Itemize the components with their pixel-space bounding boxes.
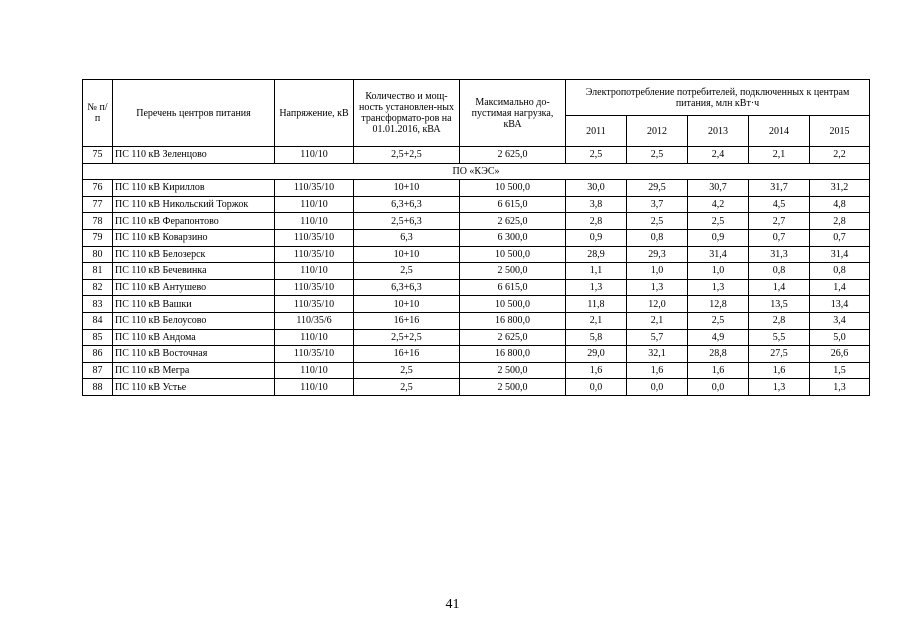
table-row <box>83 263 870 280</box>
table-row <box>83 329 870 346</box>
row-value-2014: 27,5 <box>749 346 810 363</box>
row-value-2013: 1,0 <box>688 263 749 280</box>
row-name: ПС 110 кВ Устье <box>113 379 275 396</box>
row-value-2012: 0,8 <box>627 229 688 246</box>
row-transformers: 10+10 <box>354 296 460 313</box>
row-value-2015: 31,4 <box>810 246 870 263</box>
table-row <box>83 180 870 197</box>
page-number: 41 <box>445 597 460 612</box>
row-transformers: 2,5 <box>354 379 460 396</box>
table-row <box>83 213 870 230</box>
header-max-load: Максимально до-пустимая нагрузка, кВА <box>460 80 566 147</box>
row-name: ПС 110 кВ Андома <box>113 329 275 346</box>
row-number: 76 <box>83 180 113 197</box>
header-year: 2012 <box>627 116 688 147</box>
row-value-2011: 5,8 <box>566 329 627 346</box>
row-transformers: 2,5 <box>354 263 460 280</box>
row-max-load: 10 500,0 <box>460 246 566 263</box>
row-number: 87 <box>83 362 113 379</box>
row-number: 77 <box>83 196 113 213</box>
row-max-load: 16 800,0 <box>460 346 566 363</box>
row-name: ПС 110 кВ Антушево <box>113 279 275 296</box>
row-max-load: 2 500,0 <box>460 263 566 280</box>
row-value-2015: 31,2 <box>810 180 870 197</box>
row-value-2013: 4,2 <box>688 196 749 213</box>
row-value-2011: 1,1 <box>566 263 627 280</box>
row-value-2014: 2,8 <box>749 312 810 329</box>
header-year: 2013 <box>688 116 749 147</box>
row-max-load: 2 625,0 <box>460 329 566 346</box>
row-value-2011: 29,0 <box>566 346 627 363</box>
row-max-load: 16 800,0 <box>460 312 566 329</box>
table-row <box>83 379 870 396</box>
row-value-2013: 12,8 <box>688 296 749 313</box>
row-value-2012: 2,5 <box>627 213 688 230</box>
table-row <box>83 229 870 246</box>
row-number: 84 <box>83 312 113 329</box>
row-voltage: 110/35/10 <box>275 246 354 263</box>
row-number: 85 <box>83 329 113 346</box>
row-voltage: 110/35/6 <box>275 312 354 329</box>
row-voltage: 110/10 <box>275 147 354 164</box>
header-year: 2014 <box>749 116 810 147</box>
table-row <box>83 312 870 329</box>
table-row <box>83 296 870 313</box>
row-name: ПС 110 кВ Никольский Торжок <box>113 196 275 213</box>
row-voltage: 110/35/10 <box>275 229 354 246</box>
row-voltage: 110/35/10 <box>275 296 354 313</box>
row-value-2014: 1,6 <box>749 362 810 379</box>
row-max-load: 10 500,0 <box>460 180 566 197</box>
header-year: 2011 <box>566 116 627 147</box>
row-number: 75 <box>83 147 113 164</box>
row-name: ПС 110 кВ Ферапонтово <box>113 213 275 230</box>
row-value-2013: 4,9 <box>688 329 749 346</box>
row-value-2014: 5,5 <box>749 329 810 346</box>
row-number: 80 <box>83 246 113 263</box>
row-name: ПС 110 кВ Бечевинка <box>113 263 275 280</box>
row-value-2014: 1,3 <box>749 379 810 396</box>
row-name: ПС 110 кВ Зеленцово <box>113 147 275 164</box>
header-name: Перечень центров питания <box>113 80 275 147</box>
row-value-2014: 31,7 <box>749 180 810 197</box>
row-value-2013: 30,7 <box>688 180 749 197</box>
row-value-2015: 5,0 <box>810 329 870 346</box>
row-value-2015: 0,7 <box>810 229 870 246</box>
row-number: 88 <box>83 379 113 396</box>
row-value-2012: 5,7 <box>627 329 688 346</box>
header-consumption: Электропотребление потребителей, подключенных к центрам питания, млн кВт·ч <box>566 80 870 116</box>
row-max-load: 2 625,0 <box>460 213 566 230</box>
header-num: № п/п <box>83 80 113 147</box>
row-value-2012: 29,3 <box>627 246 688 263</box>
table-row <box>83 279 870 296</box>
row-value-2014: 0,7 <box>749 229 810 246</box>
row-value-2013: 31,4 <box>688 246 749 263</box>
row-value-2014: 13,5 <box>749 296 810 313</box>
row-max-load: 10 500,0 <box>460 296 566 313</box>
row-number: 82 <box>83 279 113 296</box>
row-transformers: 10+10 <box>354 246 460 263</box>
row-value-2014: 1,4 <box>749 279 810 296</box>
row-value-2013: 2,4 <box>688 147 749 164</box>
row-number: 78 <box>83 213 113 230</box>
row-value-2011: 2,5 <box>566 147 627 164</box>
row-voltage: 110/35/10 <box>275 180 354 197</box>
table-row <box>83 196 870 213</box>
row-max-load: 6 615,0 <box>460 279 566 296</box>
row-transformers: 10+10 <box>354 180 460 197</box>
row-transformers: 2,5 <box>354 362 460 379</box>
header-transformers: Количество и мощ-ность установлен-ных трансформато-ров на 01.01.2016, кВА <box>354 80 460 147</box>
row-value-2015: 26,6 <box>810 346 870 363</box>
row-value-2012: 29,5 <box>627 180 688 197</box>
row-number: 79 <box>83 229 113 246</box>
row-voltage: 110/10 <box>275 379 354 396</box>
row-transformers: 16+16 <box>354 346 460 363</box>
row-transformers: 2,5+2,5 <box>354 147 460 164</box>
row-value-2011: 1,6 <box>566 362 627 379</box>
row-max-load: 6 300,0 <box>460 229 566 246</box>
row-number: 86 <box>83 346 113 363</box>
table-row <box>83 246 870 263</box>
row-value-2013: 28,8 <box>688 346 749 363</box>
row-value-2014: 4,5 <box>749 196 810 213</box>
row-max-load: 2 625,0 <box>460 147 566 164</box>
row-max-load: 2 500,0 <box>460 379 566 396</box>
row-value-2011: 30,0 <box>566 180 627 197</box>
row-value-2015: 3,4 <box>810 312 870 329</box>
row-value-2011: 3,8 <box>566 196 627 213</box>
row-value-2013: 1,3 <box>688 279 749 296</box>
row-value-2012: 0,0 <box>627 379 688 396</box>
row-transformers: 6,3 <box>354 229 460 246</box>
row-voltage: 110/10 <box>275 329 354 346</box>
row-value-2011: 0,0 <box>566 379 627 396</box>
row-value-2012: 12,0 <box>627 296 688 313</box>
row-max-load: 2 500,0 <box>460 362 566 379</box>
row-transformers: 2,5+6,3 <box>354 213 460 230</box>
row-transformers: 2,5+2,5 <box>354 329 460 346</box>
row-value-2012: 1,6 <box>627 362 688 379</box>
row-value-2015: 1,5 <box>810 362 870 379</box>
row-value-2012: 32,1 <box>627 346 688 363</box>
row-voltage: 110/35/10 <box>275 346 354 363</box>
row-value-2011: 11,8 <box>566 296 627 313</box>
row-value-2015: 1,4 <box>810 279 870 296</box>
row-name: ПС 110 кВ Коварзино <box>113 229 275 246</box>
row-value-2011: 1,3 <box>566 279 627 296</box>
header-year: 2015 <box>810 116 870 147</box>
row-value-2011: 0,9 <box>566 229 627 246</box>
row-voltage: 110/10 <box>275 263 354 280</box>
row-value-2011: 2,1 <box>566 312 627 329</box>
row-value-2015: 13,4 <box>810 296 870 313</box>
row-name: ПС 110 кВ Кириллов <box>113 180 275 197</box>
row-value-2015: 1,3 <box>810 379 870 396</box>
row-voltage: 110/10 <box>275 362 354 379</box>
row-name: ПС 110 кВ Вашки <box>113 296 275 313</box>
row-name: ПС 110 кВ Белоусово <box>113 312 275 329</box>
row-name: ПС 110 кВ Восточная <box>113 346 275 363</box>
table-row <box>83 346 870 363</box>
row-value-2013: 2,5 <box>688 213 749 230</box>
row-value-2015: 2,2 <box>810 147 870 164</box>
table-row <box>83 147 870 164</box>
row-voltage: 110/10 <box>275 196 354 213</box>
row-value-2015: 0,8 <box>810 263 870 280</box>
row-name: ПС 110 кВ Мегра <box>113 362 275 379</box>
row-value-2011: 28,9 <box>566 246 627 263</box>
table-row <box>83 362 870 379</box>
row-value-2013: 0,0 <box>688 379 749 396</box>
row-value-2015: 2,8 <box>810 213 870 230</box>
row-transformers: 6,3+6,3 <box>354 196 460 213</box>
power-centers-table <box>82 79 870 396</box>
row-value-2012: 2,5 <box>627 147 688 164</box>
row-value-2013: 0,9 <box>688 229 749 246</box>
row-value-2015: 4,8 <box>810 196 870 213</box>
row-value-2013: 2,5 <box>688 312 749 329</box>
row-value-2014: 0,8 <box>749 263 810 280</box>
row-value-2012: 2,1 <box>627 312 688 329</box>
row-transformers: 6,3+6,3 <box>354 279 460 296</box>
row-number: 81 <box>83 263 113 280</box>
row-value-2014: 2,1 <box>749 147 810 164</box>
row-voltage: 110/35/10 <box>275 279 354 296</box>
row-value-2011: 2,8 <box>566 213 627 230</box>
row-value-2012: 3,7 <box>627 196 688 213</box>
table-body <box>83 147 870 396</box>
row-value-2012: 1,0 <box>627 263 688 280</box>
row-number: 83 <box>83 296 113 313</box>
row-voltage: 110/10 <box>275 213 354 230</box>
row-value-2013: 1,6 <box>688 362 749 379</box>
row-value-2014: 31,3 <box>749 246 810 263</box>
row-transformers: 16+16 <box>354 312 460 329</box>
row-max-load: 6 615,0 <box>460 196 566 213</box>
section-title: ПО «КЭС» <box>83 163 870 180</box>
row-value-2012: 1,3 <box>627 279 688 296</box>
header-voltage: Напряжение, кВ <box>275 80 354 147</box>
row-value-2014: 2,7 <box>749 213 810 230</box>
row-name: ПС 110 кВ Белозерск <box>113 246 275 263</box>
section-row <box>83 163 870 180</box>
